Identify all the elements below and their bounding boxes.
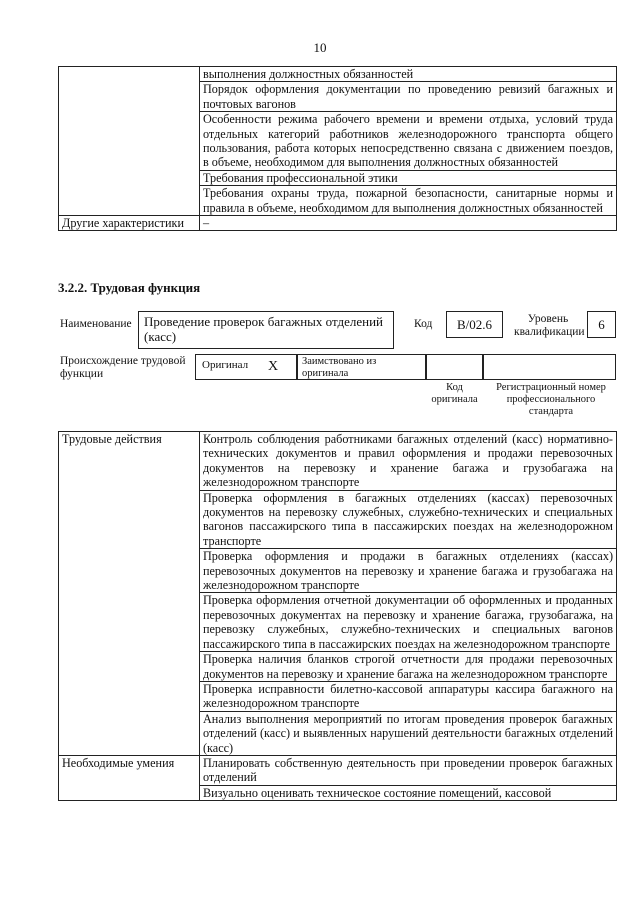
table-cell: Особенности режима рабочего времени и времени отдыха, условий труда отдельных категорий работников железнодорожного транспорта общего пользования, работа которых непосредственно связана с движением поездов, в объеме, необходимом для выполнения должностных обязанностей — [200, 112, 617, 171]
reg-number-cell — [483, 354, 616, 380]
table-cell: Проверка оформления в багажных отделениях (кассах) перевозочных документов на перевозку служебных, служебно-технических и специальных вагонов пассажирского типа в пассажирских поездах на железнодорожном транспорте — [200, 490, 617, 549]
function-code-box: В/02.6 — [446, 311, 503, 338]
table-cell: Анализ выполнения мероприятий по итогам проведения проверок багажных отделений (касс) и выявленных нарушений деятельности багажных отделений (касс) — [200, 711, 617, 755]
table-cell: Проверка наличия бланков строгой отчетности для продажи перевозочных документов на перевозку и хранение багажа на железнодорожном транспорте — [200, 652, 617, 682]
skills-label: Необходимые умения — [59, 755, 200, 800]
table-row — [59, 755, 617, 785]
level-label: Уровень квалификации — [514, 313, 585, 338]
table-cell: Контроль соблюдения работниками багажных отделений (касс) нормативно-технических документов и правил оформления и продажи перевозочных документов на перевозку и хранение багажа и грузобагажа на железнодорожном транспорте — [200, 432, 617, 491]
table-row — [59, 67, 617, 82]
table-cell: Проверка исправности билетно-кассовой аппаратуры кассира багажного на железнодорожном транспорте — [200, 681, 617, 711]
actions-label: Трудовые действия — [59, 432, 200, 756]
function-name-box: Проведение проверок багажных отделений (касс) — [138, 311, 394, 349]
knowledge-table — [58, 66, 617, 231]
other-characteristics-label: Другие характеристики — [59, 216, 200, 231]
table-cell: Порядок оформления документации по проведению ревизий багажных и почтовых вагонов — [200, 82, 617, 112]
table-cell: Требования профессиональной этики — [200, 170, 617, 185]
reg-number-caption: Регистрационный номер профессионального стандарта — [496, 382, 606, 417]
table-row — [59, 432, 617, 491]
code-original-cell — [426, 354, 483, 380]
original-mark: X — [268, 359, 279, 374]
borrowed-cell: Заимствовано из оригинала — [297, 354, 426, 380]
page-number: 10 — [313, 40, 327, 55]
section-title: 3.2.2. Трудовая функция — [58, 280, 201, 295]
table-cell: Планировать собственную деятельность при проведении проверок багажных отделений — [200, 755, 617, 785]
table-cell: Визуально оценивать техническое состояние помещений, кассовой — [200, 785, 617, 800]
table-cell: Проверка оформления и продажи в багажных отделениях (кассах) перевозочных документов на перевозку и хранение багажа и грузобагажа на железнодорожном транспорте — [200, 549, 617, 593]
code-original-caption: Код оригинала — [431, 382, 478, 405]
empty-label-cell — [59, 67, 200, 216]
code-label: Код — [414, 318, 433, 330]
origin-label: Происхождение трудовой функции — [60, 355, 186, 380]
table-cell: Требования охраны труда, пожарной безопасности, санитарные нормы и правила в объеме, необходимом для выполнения должностных обязанностей — [200, 186, 617, 216]
other-characteristics-value: – — [200, 216, 617, 231]
level-box: 6 — [587, 311, 616, 338]
original-cell: Оригинал — [195, 354, 297, 380]
name-label: Наименование — [60, 318, 132, 330]
labor-actions-table — [58, 431, 617, 801]
table-row — [59, 216, 617, 231]
table-cell: выполнения должностных обязанностей — [200, 67, 617, 82]
table-cell: Проверка оформления отчетной документации об оформленных и проданных перевозочных документах на перевозку и хранение багажа, грузобагажа, на перевозку служебных, служебно-технических и специальных вагонов пассажирского типа в пассажирских поездах на железнодорожном транспорте — [200, 593, 617, 652]
